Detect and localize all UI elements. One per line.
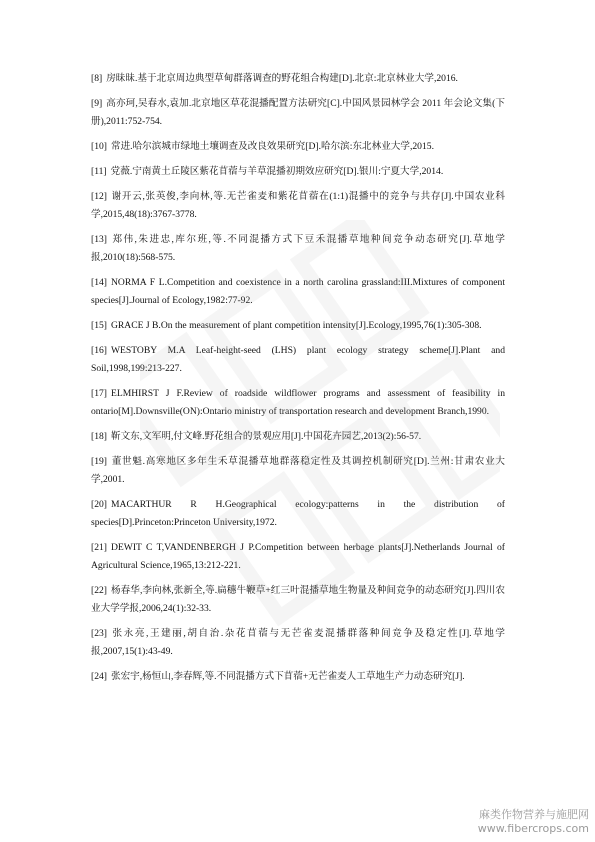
reference-item: [91, 317, 505, 335]
reference-item: [91, 428, 505, 446]
reference-text: WESTOBY M.A Leaf-height-seed (LHS) plant ecology strategy scheme[J].Plant and Soil,1998,199:213-227.: [91, 345, 505, 374]
reference-number: [13]: [91, 234, 107, 245]
reference-item: [91, 188, 505, 224]
reference-number: [22]: [91, 585, 107, 596]
reference-number: [18]: [91, 431, 107, 442]
reference-text: GRACE J B.On the measurement of plant competition intensity[J].Ecology,1995,76(1):305-308.: [110, 320, 482, 331]
reference-text: NORMA F L.Competition and coexistence in a north carolina grassland:III.Mixtures of component species[J].Journal of Ecology,1982:77-92.: [91, 277, 505, 306]
reference-text: 常进.哈尔滨城市绿地土壤调查及改良效果研究[D].哈尔滨:东北林业大学,2015.: [110, 141, 434, 152]
reference-text: ELMHIRST J F.Review of roadside wildflower programs and assessment of feasibility in ontario[M].Downsville(ON):Ontario ministry of transportation research and development Branch,1990.: [91, 388, 505, 417]
watermark-text: [478, 808, 589, 836]
reference-number: [11]: [91, 166, 107, 177]
reference-text: 张宏宇,杨恒山,李春辉,等.不同混播方式下苜蓿+无芒雀麦人工草地生产力动态研究[J].: [110, 671, 465, 682]
reference-text: 郑伟,朱进忠,库尔班,等.不同混播方式下豆禾混播草地种间竞争动态研究[J].草地学报,2010(18):568-575.: [91, 234, 505, 263]
reference-item: [91, 668, 505, 686]
reference-text: 董世魁.高寒地区多年生禾草混播草地群落稳定性及其调控机制研究[D].兰州:甘肃农业大学,2001.: [91, 456, 505, 485]
reference-number: [10]: [91, 141, 107, 152]
reference-text: 杨春华,李向林,张新全,等.扁穗牛鞭草+红三叶混播草地生物量及种间竞争的动态研究[J].四川农业大学学报,2006,24(1):32-33.: [91, 585, 505, 614]
reference-text: 房昧昧.基于北京周边典型草甸群落调查的野花组合构建[D].北京:北京林业大学,2016.: [106, 73, 458, 84]
reference-item: [91, 453, 505, 489]
reference-number: [17]: [91, 388, 107, 399]
reference-list: [91, 70, 505, 693]
reference-number: [20]: [91, 499, 107, 510]
reference-item: [91, 342, 505, 378]
watermark-url: www.fibercrops.com: [477, 822, 589, 835]
reference-item: [91, 163, 505, 181]
reference-item: [91, 496, 505, 532]
reference-item: [91, 231, 505, 267]
reference-item: [91, 582, 505, 618]
reference-text: 高亦珂,吴春水,袁加.北京地区草花混播配置方法研究[C].中国风景园林学会 2011 年会论文集(下册),2011:752-754.: [91, 98, 505, 127]
reference-number: [12]: [91, 191, 107, 202]
reference-item: [91, 274, 505, 310]
reference-item: [91, 95, 505, 131]
reference-number: [24]: [91, 671, 107, 682]
reference-text: 党薇.宁南黄土丘陵区紫花苜蓿与羊草混播初期效应研究[D].银川:宁夏大学,2014.: [110, 166, 444, 177]
reference-number: [23]: [91, 628, 107, 639]
reference-text: 张永亮,王建丽,胡自治.杂花苜蓿与无芒雀麦混播群落种间竞争及稳定性[J].草地学报,2007,15(1):43-49.: [91, 628, 505, 657]
reference-number: [9]: [91, 98, 103, 109]
reference-item: [91, 625, 505, 661]
reference-number: [15]: [91, 320, 107, 331]
watermark-site-name: 麻类作物营养与施肥网: [479, 808, 589, 821]
reference-number: [14]: [91, 277, 107, 288]
reference-number: [8]: [91, 73, 103, 84]
reference-text: DEWIT C T,VANDENBERGH J P.Competition between herbage plants[J].Netherlands Journal of Agricultural Science,1965,13:212-221.: [91, 542, 505, 571]
reference-item: [91, 138, 505, 156]
reference-item: [91, 385, 505, 421]
reference-text: 靳文东,文军明,付文峰.野花组合的景观应用[J].中国花卉园艺,2013(2):56-57.: [110, 431, 422, 442]
reference-text: MACARTHUR R H.Geographical ecology:patterns in the distribution of species[D].Princeton:Princeton University,1972.: [91, 499, 505, 528]
reference-number: [19]: [91, 456, 107, 467]
reference-number: [21]: [91, 542, 107, 553]
reference-number: [16]: [91, 345, 107, 356]
reference-item: [91, 539, 505, 575]
reference-item: [91, 70, 505, 88]
reference-text: 谢开云,张英俊,李向林,等.无芒雀麦和紫花苜蓿在(1:1)混播中的竞争与共存[J].中国农业科学,2015,48(18):3767-3778.: [91, 191, 505, 220]
